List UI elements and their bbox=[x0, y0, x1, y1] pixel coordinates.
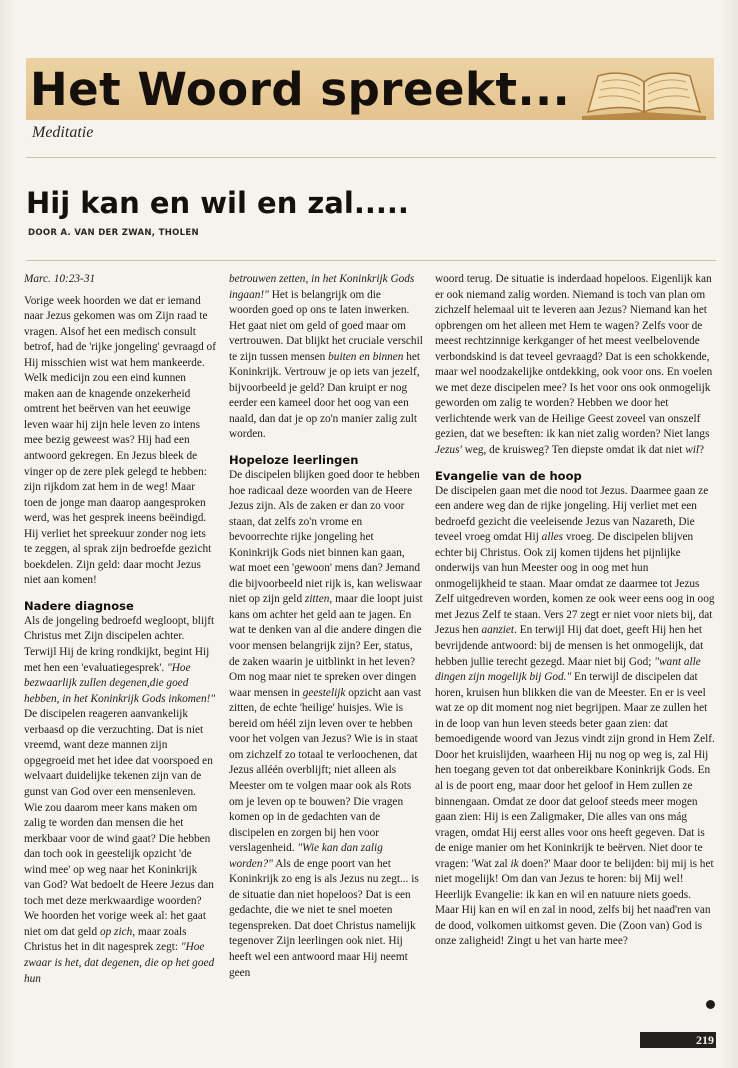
paragraph: De discipelen gaan met die nood tot Jezus. Daarmee gaan ze een andere weg dan de rijke jongeling. Hij verliet met een bedroefd gezicht die veeleisende Jezus van Nazareth, Die teveel vroeg omdat Hij alles vroeg. De discipelen blijven echter bij Christus. Ook zij komen tijdens het pijnlijke onderwijs van hun Meester oog in oog met hun onmogelijkheid te staan. Maar omdat ze daarmee tot Jezus Zelf uitgedreven worden, komen ze ook weer eens oog in oog met Jezus Zelf te staan. Vers 27 zegt er niet voor niets bij, dat Jezus hen aanziet. En terwijl Hij dat doet, geeft Hij hen het bevrijdende antwoord: bij de mensen is het onmogelijk, dat hebben jullie terecht gezegd. Maar niet bij God; "want alle dingen zijn mogelijk bij God." En terwijl de discipelen dat horen, kruisen hun blikken die van de Meester. En er is veel wat ze op dit moment nog niet begrijpen. Maar ze zullen het in de loop van hun leven steeds beter gaan zien: dat bemoedigende woord van Jezus vindt zijn grond in Hem Zelf. Door het kruislijden, waarheen Hij nu nog op weg is, zal Hij hen toegang geven tot dat onbereikbare Koninkrijk Gods. En al is de poort eng, maar door het geloof in Hem zullen ze binnengaan. Omdat ze door dat geloof steeds meer mogen gaan zien: Hij is een Zaligmaker, Die alles van ons mág vragen, omdat Hij eerst alles voor ons heeft gegeven. Dat is de enige manier om het Koninkrijk te beërven. Niet door te vragen: 'Wat zal ik doen?' Maar door te belijden: bij mij is het niet mogelijk! Om dan van Jezus te horen: bij Mij wel! Heerlijk Evangelie: ik kan en wil en natuure niets goeds. Maar Hij kan en wil en zal in nood, zelfs bij het naad'ren van de dood, volkomen uitkomst geven. Die (Zoon van) God is onze zaligheid! Zingt u het van harte mee? bbox=[435, 484, 715, 948]
masthead-title: Het Woord spreekt... bbox=[30, 63, 571, 116]
section-label: Meditatie bbox=[32, 124, 94, 141]
paragraph: Vorige week hoorden we dat er iemand naar Jezus gekomen was om Zijn raad te vragen. Alsof het een medisch consult betrof, had de 'rijke jongeling' gevraagd of Hij misschien wist wat hem mankeerde. Welk medicijn zou een eind kunnen maken aan de knagende onzekerheid omtrent het beërven van het eeuwige leven waar hij zijn hele leven zo intens mee bezig geweest was? Hij had een antwoord gekregen. En Jezus bleek de vinger op de zere plek gelegd te hebben: zijn rijkdom zat hem in de weg! Maar toen de jonge man daarop aangesproken werd, was het gesprek ineens beëindigd. Hij verliet het spreekuur zonder nog iets te zeggen, al sprak zijn bedroefde gezicht boekdelen. Zijn geld: daar mocht Jezus niet aan komen! bbox=[24, 294, 216, 587]
column-1 bbox=[24, 272, 216, 987]
paragraph: Als de jongeling bedroefd wegloopt, blijft Christus met Zijn discipelen achter. Terwijl Hij de kring rondkijkt, begint Hij met hen een 'evaluatiegesprek'. "Hoe bezwaarlijk zullen degenen,die goed hebben, in het Koninkrijk Gods inkomen!" De discipelen reageren aanvankelijk verbaasd op die verzuchting. Dat is niet vreemd, want deze mannen zijn opgegroeid met het idee dat voorspoed en welvaart duidelijke tekenen zijn van de gunst van God over een mensenleven. Wie zou daarom meer kans maken om zalig te worden dan mensen die het merkbaar voor de wind gaat? Die hebben dan toch ook in geestelijk opzicht 'de wind mee' op weg naar het Koninkrijk van God? Wat bedoelt de Heere Jezus dan toch met deze merkwaardige woorden? We hoorden het vorige week al: het gaat niet om dat geld op zich, maar zoals Christus het in dit nagesprek zegt: "Hoe zwaar is het, dat degenen, die op het goed hun bbox=[24, 614, 216, 985]
article-title: Hij kan en wil en zal..... bbox=[26, 186, 409, 220]
subheading: Nadere diagnose bbox=[24, 598, 134, 613]
subheading: Hopeloze leerlingen bbox=[229, 453, 359, 468]
end-of-article-bullet bbox=[706, 1000, 715, 1009]
column-3 bbox=[435, 272, 717, 950]
byline: DOOR A. VAN DER ZWAN, THOLEN bbox=[28, 228, 199, 238]
paragraph: betrouwen zetten, in het Koninkrijk Gods ingaan!" Het is belangrijk om die woorden goed op ons te laten inwerken. Het gaat niet om geld of goed maar om vertrouwen. Dat blijkt het cruciale verschil te zijn tussen mensen buiten en binnen het Koninkrijk. Vertrouw je op iets van jezelf, bijvoorbeeld je geld? Dan kruipt er nog eerder een kameel door het oog van een naald, dan dat je op zo'n manier zalig zult worden. bbox=[229, 273, 423, 441]
subheading: Evangelie van de hoop bbox=[435, 468, 582, 483]
column-2 bbox=[229, 272, 423, 981]
paragraph: woord terug. De situatie is inderdaad hopeloos. Eigenlijk kan er ook niemand zalig worden. Niemand is toch van plan om zichzelf helemaal uit te leveren aan Jezus? Niemand kan het opbrengen om het alleen met Hem te wagen? Zelfs voor de meest rechtzinnige kerkganger of het meest veelbelovende verbondskind is dat teveel gevraagd? Dat is een schokkende, maar wel noodzakelijke ontdekking, ook voor ons. En voelen we met deze discipelen mee? Is het voor ons ook onmogelijk geworden om zalig te worden? Hebben we door het verlichtende werk van de Heilige Geest zoveel van onszelf gezien, dat we beseften: ik kan niet zalig worden? Niet langs Jezus' weg, de kruisweg? Ten diepste omdat ik dat niet wil? bbox=[435, 273, 713, 457]
divider bbox=[26, 260, 716, 261]
scripture-reference: Marc. 10:23-31 bbox=[24, 273, 96, 285]
divider bbox=[26, 157, 716, 158]
open-book-icon bbox=[576, 62, 712, 122]
paragraph: De discipelen blijken goed door te hebben hoe radicaal deze woorden van de Heere Jezus zijn. Als de zaken er dan zo voor staan, dat zelfs zo'n vrome en bevoorrechte rijke jongeling het Koninkrijk Gods niet binnen kan gaan, wat moet een 'gewoon' mens dan? Jemand die bijvoorbeeld niet rijk is, kan weliswaar niet op zijn geld zitten, maar die loopt juist kans om achter het geld aan te jagen. En wat te denken van al die andere dingen die voor mensen belangrijk zijn? Eer, status, de zaken waarin je uitblinkt in het leven? Om nog maar niet te spreken over dingen waar mensen in geestelijk opzicht aan vast zitten, de echte 'heilige' huisjes. Wie is bereid om héél zijn leven over te hebben voor het volgen van Jezus? Wie is in staat om zichzelf zo totaal te verloochenen, dat Jezus alléén overblijft; niet alleen als Meester om te volgen maar ook als Rots om je leven op te bouwen? Die vragen komen op in de gedachten van de discipelen en zorgen bij hen voor verslagenheid. "Wie kan dan zalig worden?" Als de enge poort van het Koninkrijk zo eng is als Jezus nu zegt... is de situatie dan niet hopeloos? Dat is een gedachte, die we niet te snel moeten tegenspreken. Dat doet Christus namelijk tegenover Zijn leerlingen ook niet. Hij heeft wel een antwoord maar Hij neemt geen bbox=[229, 469, 423, 979]
page-number: 219 bbox=[696, 1033, 714, 1047]
